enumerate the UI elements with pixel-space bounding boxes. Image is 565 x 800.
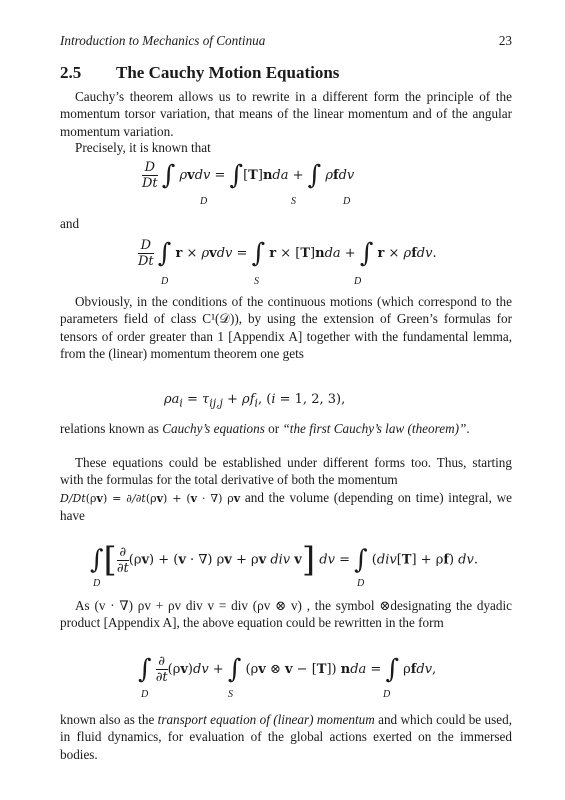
paragraph-intro: Cauchy’s theorem allows us to rewrite in a different form the principle of the momentum torsor variation, that means of the linear momentum and of the angular momentum variation. xyxy=(60,89,512,139)
equation-linear-momentum: $\frac{D}{Dt}$ ∫ ρvdv = ∫[T]nda + ∫ ρfdv xyxy=(142,160,355,191)
equation-cauchy: $\rho a_i = \tau_{ij,j} + \rho f_i$, (i = 1, 2, 3), xyxy=(164,392,346,410)
equation-expanded-momentum: ∫[ $\frac{\partial}{\partial t}$ (ρv) + (v · ∇) ρv + ρv div v] dv = ∫ (div[T] + ρf) dv. xyxy=(90,540,478,580)
inline-formula: D/Dt(ρv) = ∂/∂t(ρv) + (v · ∇) ρv xyxy=(60,491,241,505)
page-number: 23 xyxy=(498,33,512,48)
section-number: 2.5 xyxy=(60,63,82,82)
paragraph-transport: known also as the transport equation of (linear) momentum and which could be used, in fluid dynamics, for evaluation of the global actions exerted on the immersed bodies. xyxy=(60,712,512,762)
section-title: The Cauchy Motion Equations xyxy=(116,63,340,82)
paragraph-obviously: Obviously, in the conditions of the continuous motions (which correspond to the parameters field of class C¹(𝒟)), by using the extension of Green’s formulas for tensors of order greater than 1 [Appendix A] together with the fundamental lemma, from the (linear) momentum theorem one gets xyxy=(60,294,512,362)
equation-transport: ∫ $\frac{\partial}{\partial t}$ (ρv)dv + ∫ (ρv ⊗ v − [T]) nda = ∫ ρfdv, xyxy=(138,654,437,685)
section-heading xyxy=(60,63,339,83)
paragraph-dyadic: As (v · ∇) ρv + ρv div v = div (ρv ⊗ v) , the symbol ⊗designating the dyadic product [Appendix A], the above equation could be rewritten in the form xyxy=(60,598,512,631)
running-head xyxy=(60,33,512,53)
paragraph-other-forms: These equations could be established under different forms too. Thus, starting with the formulas for the total derivative of both the momentum D/Dt(ρv) = ∂/∂t(ρv) + (v · ∇) ρv and the volume (depending on time) integral, we have xyxy=(60,455,512,524)
equation-angular-momentum: $\frac{D}{Dt}$ ∫ r × ρvdv = ∫ r × [T]nda + ∫ r × ρfdv. xyxy=(138,238,437,269)
paragraph-cauchy-equations: relations known as Cauchy’s equations or “the first Cauchy’s law (theorem)”. xyxy=(60,421,470,436)
paragraph-precisely: Precisely, it is known that xyxy=(75,140,211,155)
running-head-title: Introduction to Mechanics of Continua xyxy=(60,33,266,48)
paragraph-and: and xyxy=(60,216,80,231)
